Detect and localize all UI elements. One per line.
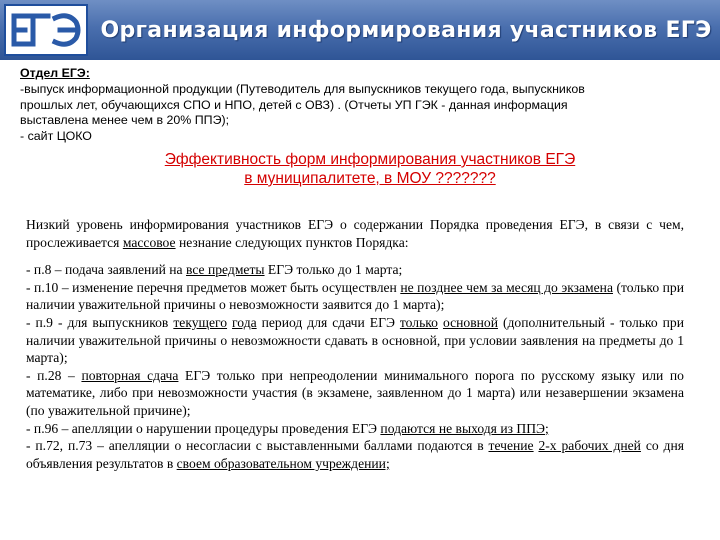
subtitle-line-1: Эффективность форм информирования участников ЕГЭ — [164, 151, 576, 168]
rule-item-p8 — [26, 261, 684, 279]
text-run: ЕГЭ только до 1 марта; — [264, 262, 403, 278]
emphasis-text: основной — [442, 314, 498, 330]
text-run: - п.72, п.73 – апелляции о несогласии с выставленными баллами подаются в — [26, 438, 489, 454]
header-bar — [0, 0, 720, 60]
intro-paragraph — [26, 216, 684, 251]
text-run: Низкий уровень информирования участников ЕГЭ о содержании Порядка проведения ЕГЭ, в связи с чем, прослеживается — [26, 217, 684, 250]
department-heading: Отдел ЕГЭ: — [20, 66, 90, 80]
department-line: прошлых лет, обучающихся СПО и НПО, детей с ОВЗ) . (Отчеты УП ГЭК - данная информация — [20, 97, 568, 112]
rule-item-p96 — [26, 420, 684, 438]
section-subtitle — [100, 150, 640, 188]
emphasis-text: массовое — [122, 234, 176, 250]
department-line: выставлена менее чем в 20% ППЭ); — [20, 113, 230, 128]
text-run: незнание следующих пунктов Порядка: — [175, 234, 409, 250]
ege-logo-icon — [8, 8, 84, 52]
emphasis-text: не позднее чем за месяц до экзамена — [400, 279, 613, 295]
emphasis-text: течение — [488, 438, 534, 454]
rule-item-p28 — [26, 367, 684, 420]
emphasis-text: своем образовательном учреждении; — [176, 455, 390, 471]
text-run: период для сдачи ЕГЭ — [256, 314, 400, 330]
text-run: - п.96 – апелляции о нарушении процедуры проведения ЕГЭ — [26, 420, 381, 436]
body-text — [26, 216, 684, 472]
text-run: ЕГЭ только при непреодолении минимального порога по русскому языку или по математике, либо при невозможности участия (в экзамене, заявленном до 1 марта) или незавершении экзамена (по уважительной причине); — [26, 367, 684, 418]
page-title: Организация информирования участников ЕГЭ — [100, 17, 712, 43]
emphasis-text: только — [399, 314, 438, 330]
emphasis-text: года — [232, 314, 257, 330]
emphasis-text: все предметы — [186, 262, 265, 278]
text-run: (только при наличии уважительной причины о невозможности заявится до 1 марта); — [26, 279, 684, 313]
text-run: - п.10 – изменение перечня предметов может быть осуществлен — [26, 279, 401, 295]
rule-item-p10 — [26, 279, 684, 314]
text-run: - п.28 – — [26, 367, 82, 383]
rule-item-p72-p73 — [26, 437, 684, 472]
text-run: - п.9 - для выпускников — [26, 314, 174, 330]
text-run: - п.8 – подача заявлений на — [26, 262, 186, 278]
ege-logo — [4, 4, 88, 56]
text-run: (дополнительный - только при наличии уважительной причины о невозможности сдавать в основной, при условии заявления на предметы до 1 марта); — [26, 314, 684, 366]
emphasis-text: текущего — [173, 314, 228, 330]
text-run: со дня объявления результатов в — [26, 438, 684, 471]
department-section — [20, 66, 700, 145]
emphasis-text: повторная сдача — [81, 367, 179, 383]
rule-item-p9 — [26, 314, 684, 367]
emphasis-text: подаются не выходя из ППЭ; — [380, 420, 549, 436]
department-line: -выпуск информационной продукции (Путеводитель для выпускников текущего года, выпускников — [20, 81, 585, 96]
emphasis-text: 2-х рабочих дней — [538, 438, 641, 454]
department-line: - сайт ЦОКО — [20, 129, 92, 144]
subtitle-line-2: в муниципалитете, в МОУ ??????? — [244, 170, 496, 187]
